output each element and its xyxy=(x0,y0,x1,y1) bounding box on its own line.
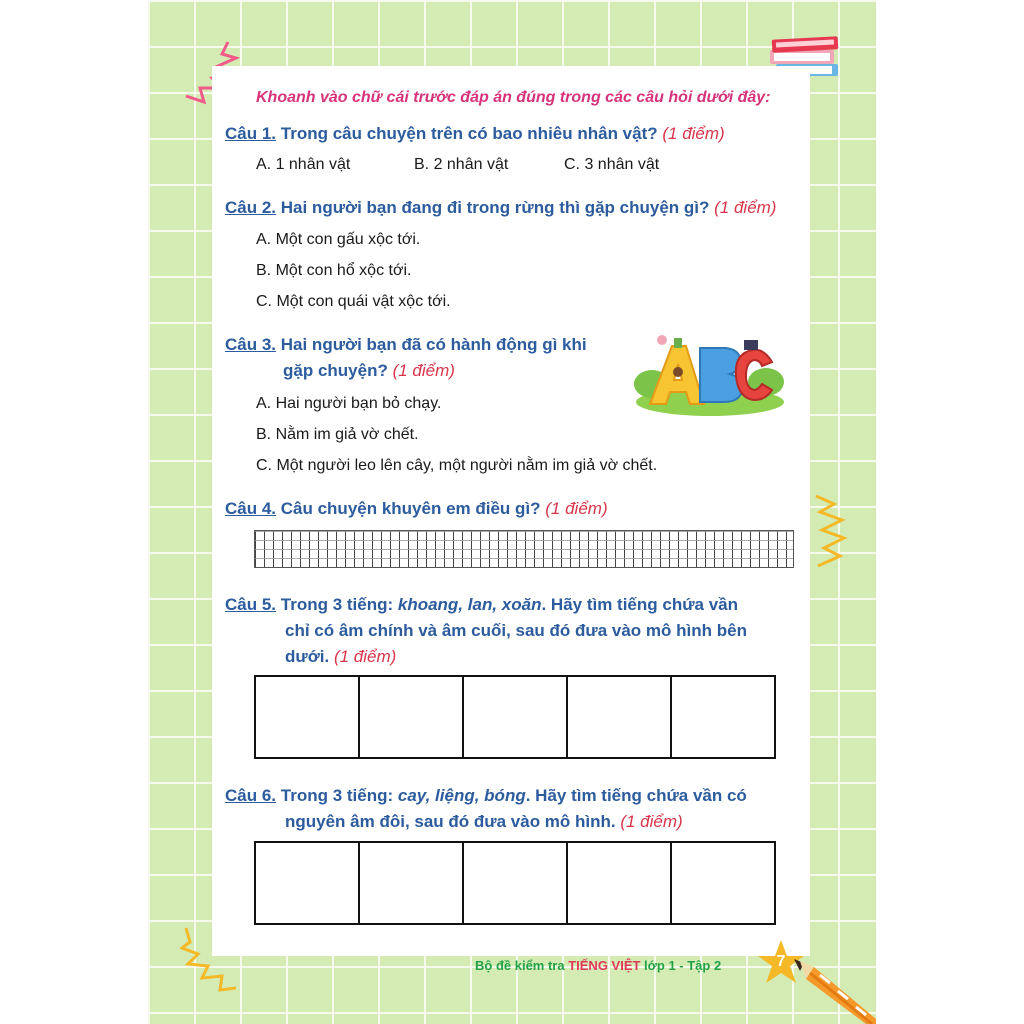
question-number: Câu 2. xyxy=(225,198,277,217)
option-b[interactable]: B. Một con hổ xộc tới. xyxy=(256,262,412,279)
option-a[interactable]: A. Hai người bạn bỏ chạy. xyxy=(256,395,442,412)
question-number: Câu 5. xyxy=(225,595,277,614)
question-number: Câu 3. xyxy=(225,335,277,354)
answer-box-row xyxy=(254,841,776,925)
option-b[interactable]: B. Nằm im giả vờ chết. xyxy=(256,426,419,443)
abc-illustration-icon xyxy=(632,332,784,416)
footer-text: lớp 1 - Tập 2 xyxy=(640,958,722,973)
answer-box-row xyxy=(254,675,776,759)
zigzag-decoration-icon xyxy=(812,494,848,570)
question-points: (1 điểm) xyxy=(545,499,608,518)
question-1 xyxy=(225,121,725,147)
question-number: Câu 4. xyxy=(225,499,277,518)
answer-box[interactable] xyxy=(358,675,464,759)
footer-text: Bộ đề kiểm tra xyxy=(475,958,569,973)
answer-box[interactable] xyxy=(566,841,672,925)
question-text-line2: chỉ có âm chính và âm cuối, sau đó đưa vào mô hình bên xyxy=(285,621,747,640)
question-text-line2: nguyên âm đôi, sau đó đưa vào mô hình. xyxy=(285,812,621,831)
option-c[interactable]: C. Một người leo lên cây, một người nằm im giả vờ chết. xyxy=(256,457,658,474)
question-points: (1 điểm) xyxy=(392,361,455,380)
question-text: Hai người bạn đã có hành động gì khi xyxy=(276,335,587,354)
question-text: Hai người bạn đang đi trong rừng thì gặp chuyện gì? xyxy=(276,198,715,217)
question-points: (1 điểm) xyxy=(662,124,725,143)
question-4 xyxy=(225,496,608,522)
footer-title xyxy=(475,958,721,973)
question-3 xyxy=(225,332,587,384)
question-6 xyxy=(225,783,747,835)
question-words: cay, liệng, bóng xyxy=(397,786,526,805)
question-words: khoang, lan, xoăn xyxy=(397,595,542,614)
option-c[interactable]: C. Một con quái vật xộc tới. xyxy=(256,293,451,310)
question-number: Câu 6. xyxy=(225,786,277,805)
answer-box[interactable] xyxy=(670,841,776,925)
answer-box[interactable] xyxy=(462,675,568,759)
question-points: (1 điểm) xyxy=(620,812,683,831)
answer-box[interactable] xyxy=(670,675,776,759)
question-text: Trong 3 tiếng: xyxy=(276,595,398,614)
answer-box[interactable] xyxy=(254,675,360,759)
answer-writing-area[interactable] xyxy=(254,530,794,568)
question-text: . Hãy tìm tiếng chứa vần xyxy=(541,595,738,614)
pencil-icon xyxy=(790,955,876,1024)
question-5 xyxy=(225,592,747,670)
footer-subject: TIẾNG VIỆT xyxy=(568,958,641,973)
answer-box[interactable] xyxy=(358,841,464,925)
instruction-text: Khoanh vào chữ cái trước đáp án đúng trong các câu hỏi dưới đây: xyxy=(256,89,771,106)
question-text: . Hãy tìm tiếng chứa vần có xyxy=(525,786,747,805)
question-text: Trong câu chuyện trên có bao nhiêu nhân vật? xyxy=(276,124,663,143)
option-a[interactable]: A. Một con gấu xộc tới. xyxy=(256,231,421,248)
question-points: (1 điểm) xyxy=(714,198,777,217)
option-a[interactable]: A. 1 nhân vật xyxy=(256,156,351,173)
answer-box[interactable] xyxy=(566,675,672,759)
zigzag-decoration-icon xyxy=(180,926,240,998)
answer-box[interactable] xyxy=(462,841,568,925)
option-c[interactable]: C. 3 nhân vật xyxy=(564,156,660,173)
question-text-line3: dưới. xyxy=(285,647,334,666)
option-b[interactable]: B. 2 nhân vật xyxy=(414,156,509,173)
question-2 xyxy=(225,195,776,221)
question-text: Câu chuyện khuyên em điều gì? xyxy=(276,499,546,518)
question-text: Trong 3 tiếng: xyxy=(276,786,398,805)
answer-box[interactable] xyxy=(254,841,360,925)
question-text-line2: gặp chuyện? xyxy=(283,361,393,380)
page-number: 7 xyxy=(776,953,786,970)
question-points: (1 điểm) xyxy=(333,647,397,666)
question-number: Câu 1. xyxy=(225,124,277,143)
